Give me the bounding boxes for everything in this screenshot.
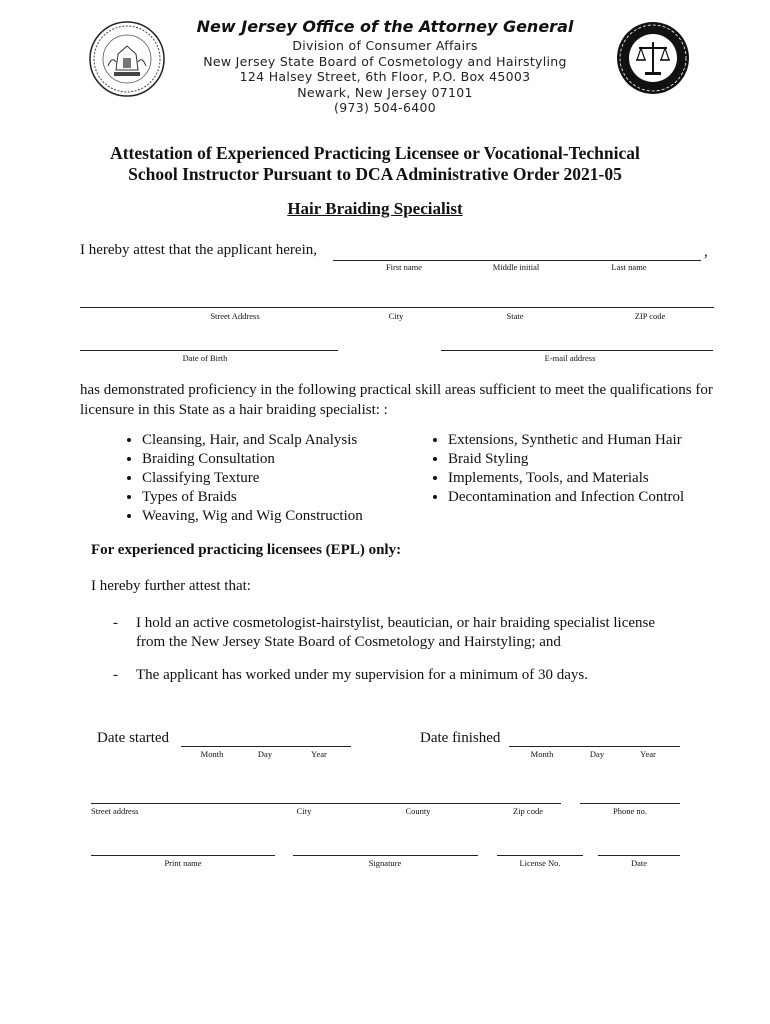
license-label: License No. [519,858,561,868]
street-address-label: Street address [91,806,139,816]
date-started-label: Date started [97,730,170,746]
list-item: • Classifying Texture [142,469,410,488]
list-item: • Extensions, Synthetic and Human Hair [448,431,726,450]
list-item: • Braid Styling [448,450,726,469]
further-attest-text: I hereby further attest that: [91,578,251,594]
date-field[interactable] [598,855,680,856]
list-item: • Types of Braids [142,488,410,507]
date-started-field[interactable] [181,746,351,747]
signature-field[interactable] [293,855,478,856]
email-field[interactable] [441,350,713,351]
city-label: City [296,806,312,816]
license-number-field[interactable] [497,855,583,856]
dash-marker: - [113,615,118,631]
middle-initial-label: Middle initial [492,262,540,272]
supervision-statement: The applicant has worked under my supervision for a minimum of 30 days. [136,667,588,683]
month-label: Month [200,749,224,759]
supervisor-address-field[interactable] [91,803,561,804]
dash-marker: - [113,667,118,683]
form-subtitle: Hair Braiding Specialist [287,199,463,218]
list-item: • Implements, Tools, and Materials [448,469,726,488]
month-label: Month [530,749,554,759]
signature-label: Signature [368,858,402,868]
skills-list-left [120,431,410,526]
list-item: • Braiding Consultation [142,450,410,469]
state-label: State [506,311,524,321]
date-label: Date [630,858,648,868]
applicant-name-field[interactable] [333,260,701,261]
division-name: Division of Consumer Affairs [292,38,478,53]
applicant-address-field[interactable] [80,307,714,308]
street-address-label: Street Address [210,311,260,321]
print-name-label: Print name [164,858,202,868]
proficiency-statement: has demonstrated proficiency in the following practical skill areas sufficient to meet the qualifications for licensure in this State as a hair braiding specialist: : [80,382,713,418]
email-label: E-mail address [544,353,596,363]
street-address: 124 Halsey Street, 6th Floor, P.O. Box 45003 [239,69,531,84]
date-finished-label: Date finished [420,730,501,746]
attorney-general-seal-icon [615,20,691,96]
supervisor-phone-field[interactable] [580,803,680,804]
city-label: City [388,311,404,321]
skills-list-right [426,431,726,507]
attest-text: I hereby attest that the applicant herein, [80,242,317,258]
first-name-label: First name [385,262,423,272]
list-item: • Weaving, Wig and Wig Construction [142,507,410,526]
print-name-field[interactable] [91,855,275,856]
last-name-label: Last name [611,262,647,272]
zip-label: ZIP code [634,311,666,321]
license-statement-line1: I hold an active cosmetologist-hairstylist, beautician, or hair braiding specialist license [136,615,656,631]
year-label: Year [640,749,656,759]
nj-state-seal-icon [88,20,166,98]
phone-number: (973) 504-6400 [334,100,436,115]
county-label: County [405,806,431,816]
day-label: Day [257,749,273,759]
zip-code-label: Zip code [513,806,543,816]
dob-label: Date of Birth [182,353,228,363]
list-item: • Decontamination and Infection Control [448,488,726,507]
list-item: • Cleansing, Hair, and Scalp Analysis [142,431,410,450]
day-label: Day [589,749,605,759]
date-of-birth-field[interactable] [80,350,338,351]
epl-heading: For experienced practicing licensees (EPL) only: [91,542,402,558]
form-title-line1: Attestation of Experienced Practicing Licensee or Vocational-Technical [110,143,640,163]
agency-name: New Jersey Office of the Attorney General [196,17,574,36]
board-name: New Jersey State Board of Cosmetology and Hairstyling [203,53,567,69]
city-state-zip: Newark, New Jersey 07101 [297,84,473,100]
date-finished-field[interactable] [509,746,680,747]
form-title-line2: School Instructor Pursuant to DCA Administrative Order 2021-05 [128,164,622,184]
phone-label: Phone no. [613,806,647,816]
license-statement-line2: from the New Jersey State Board of Cosmetology and Hairstyling; and [136,634,561,650]
year-label: Year [311,749,327,759]
trailing-comma: , [704,244,708,260]
